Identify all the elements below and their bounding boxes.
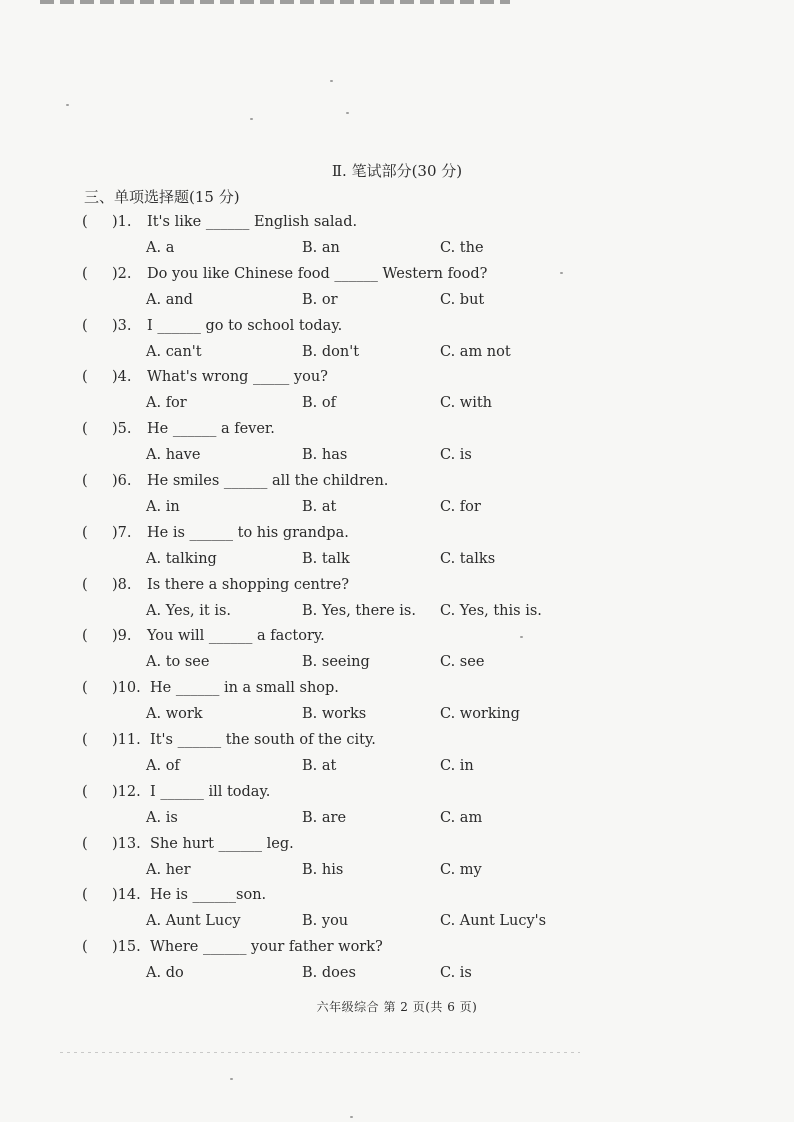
option-a: A. is <box>146 809 178 826</box>
option-a: A. talking <box>146 550 217 567</box>
option-c: C. with <box>440 395 493 412</box>
question-stem: It's like ______ English salad. <box>147 214 358 230</box>
option-a: A. Yes, it is. <box>146 602 232 619</box>
option-c: C. the <box>440 240 484 256</box>
option-a: A. in <box>146 499 180 515</box>
question-number: )12. <box>112 783 141 800</box>
option-c: C. but <box>440 291 485 308</box>
question-number: )11. <box>112 732 141 748</box>
question-item <box>0 318 794 370</box>
question-stem: It's ______ the south of the city. <box>150 732 376 748</box>
option-b: B. does <box>302 965 356 982</box>
answer-paren-open[interactable]: ( <box>82 680 88 697</box>
scan-speck <box>230 1078 233 1080</box>
question-number: )3. <box>112 317 132 334</box>
option-a: A. for <box>146 395 187 412</box>
question-number: )7. <box>112 524 132 541</box>
question-stem: He ______ in a small shop. <box>150 680 339 697</box>
answer-paren-open[interactable]: ( <box>82 887 88 904</box>
scan-speck <box>66 104 69 106</box>
question-number: )15. <box>112 939 141 956</box>
option-b: B. an <box>302 240 340 256</box>
question-number: )13. <box>112 835 141 852</box>
option-b: B. has <box>302 447 348 464</box>
option-c: C. am <box>440 809 483 826</box>
option-b: B. of <box>302 395 336 412</box>
answer-paren-open[interactable]: ( <box>82 265 88 282</box>
page-footer: 六年级综合 第 2 页(共 6 页) <box>316 1000 478 1014</box>
answer-paren-open[interactable]: ( <box>82 783 88 800</box>
scan-speck <box>350 1116 353 1118</box>
question-item <box>0 266 794 318</box>
bottom-dashed-line <box>60 1052 580 1053</box>
option-a: A. can't <box>146 343 202 360</box>
option-a: A. Aunt Lucy <box>146 913 241 930</box>
question-item <box>0 525 794 577</box>
answer-paren-open[interactable]: ( <box>82 421 88 438</box>
question-stem: She hurt ______ leg. <box>150 835 294 852</box>
question-number: )1. <box>112 214 132 230</box>
question-stem: You will ______ a factory. <box>147 628 325 645</box>
option-a: A. and <box>146 291 193 308</box>
part-heading: 三、单项选择题(15 分) <box>84 188 240 206</box>
question-stem: Is there a shopping centre? <box>147 576 349 593</box>
option-c: C. is <box>440 965 472 982</box>
option-b: B. at <box>302 499 337 515</box>
option-c: C. for <box>440 499 481 515</box>
question-stem: He is ______son. <box>150 887 267 904</box>
option-b: B. works <box>302 706 367 723</box>
scan-speck <box>250 118 253 120</box>
section-title: Ⅱ. 笔试部分(30 分) <box>331 162 463 180</box>
question-number: )8. <box>112 576 132 593</box>
answer-paren-open[interactable]: ( <box>82 835 88 852</box>
option-b: B. talk <box>302 550 350 567</box>
option-b: B. seeing <box>302 654 370 671</box>
question-stem: I ______ go to school today. <box>147 317 343 334</box>
question-stem: I ______ ill today. <box>150 783 271 800</box>
answer-paren-open[interactable]: ( <box>82 576 88 593</box>
question-stem: He smiles ______ all the children. <box>147 473 389 489</box>
answer-paren-open[interactable]: ( <box>82 369 88 386</box>
option-a: A. to see <box>146 654 210 671</box>
question-item <box>0 577 794 629</box>
question-stem: Where ______ your father work? <box>150 939 383 956</box>
option-b: B. Yes, there is. <box>302 602 416 619</box>
question-item <box>0 473 794 525</box>
option-c: C. working <box>440 706 520 723</box>
option-a: A. have <box>146 447 201 464</box>
question-item <box>0 836 794 888</box>
option-a: A. work <box>146 706 203 723</box>
top-edge-rule <box>40 0 510 4</box>
question-number: )6. <box>112 473 132 489</box>
question-stem: He ______ a fever. <box>147 421 275 438</box>
option-b: B. at <box>302 758 337 774</box>
option-b: B. or <box>302 291 338 308</box>
answer-paren-open[interactable]: ( <box>82 317 88 334</box>
answer-paren-open[interactable]: ( <box>82 939 88 956</box>
answer-paren-open[interactable]: ( <box>82 732 88 748</box>
option-b: B. his <box>302 861 344 878</box>
question-item <box>0 214 794 266</box>
question-item <box>0 939 794 991</box>
question-number: )4. <box>112 369 132 386</box>
scan-speck <box>346 112 349 114</box>
question-number: )14. <box>112 887 141 904</box>
question-item <box>0 421 794 473</box>
option-a: A. do <box>146 965 184 982</box>
option-b: B. are <box>302 809 347 826</box>
option-c: C. Yes, this is. <box>440 602 542 619</box>
answer-paren-open[interactable]: ( <box>82 524 88 541</box>
option-c: C. see <box>440 654 485 671</box>
question-item <box>0 732 794 784</box>
question-number: )2. <box>112 265 132 282</box>
answer-paren-open[interactable]: ( <box>82 628 88 645</box>
question-item <box>0 680 794 732</box>
option-c: C. talks <box>440 550 496 567</box>
question-item <box>0 628 794 680</box>
option-a: A. of <box>146 758 180 774</box>
question-stem: Do you like Chinese food ______ Western food? <box>147 265 488 282</box>
option-b: B. you <box>302 913 349 930</box>
question-number: )9. <box>112 628 132 645</box>
question-stem: What's wrong _____ you? <box>147 369 328 386</box>
option-c: C. in <box>440 758 474 774</box>
option-a: A. her <box>146 861 191 878</box>
option-c: C. is <box>440 447 472 464</box>
question-item <box>0 784 794 836</box>
option-b: B. don't <box>302 343 360 360</box>
answer-paren-open[interactable]: ( <box>82 473 88 489</box>
scan-speck <box>330 80 333 82</box>
answer-paren-open[interactable]: ( <box>82 214 88 230</box>
option-c: C. my <box>440 861 482 878</box>
question-number: )5. <box>112 421 132 438</box>
question-item <box>0 369 794 421</box>
option-c: C. am not <box>440 343 511 360</box>
question-stem: He is ______ to his grandpa. <box>147 524 349 541</box>
option-c: C. Aunt Lucy's <box>440 913 547 930</box>
question-number: )10. <box>112 680 141 697</box>
option-a: A. a <box>146 240 175 256</box>
question-item <box>0 887 794 939</box>
